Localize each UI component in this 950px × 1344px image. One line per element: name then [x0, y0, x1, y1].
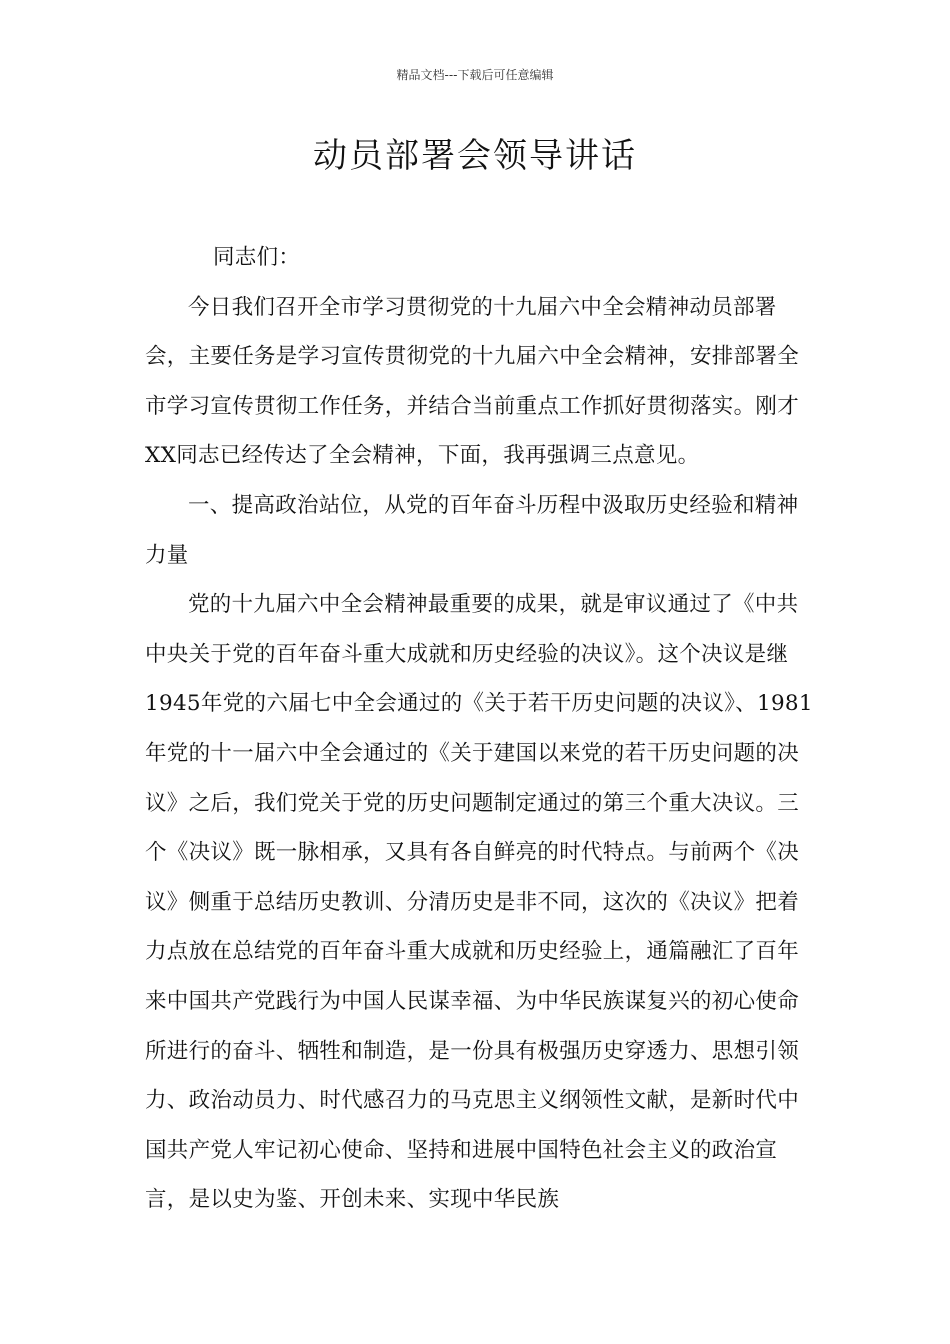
- document-title: 动员部署会领导讲话: [313, 136, 637, 176]
- paragraph-resolution: 党的十九届六中全会精神最重要的成果，就是审议通过了《中共中央关于党的百年奋斗重大成就和历史经验的决议》。这个决议是继1945年党的六届七中全会通过的《关于若干历史问题的决议》、1981年党的十一届六中全会通过的《关于建国以来党的若干历史问题的决议》之后，我们党关于党的历史问题制定通过的第三个重大决议。三个《决议》既一脉相承，又具有各自鲜亮的时代特点。与前两个《决议》侧重于总结历史教训、分清历史是非不同，这次的《决议》把着力点放在总结党的百年奋斗重大成就和历史经验上，通篇融汇了百年来中国共产党践行为中国人民谋幸福、为中华民族谋复兴的初心使命所进行的奋斗、牺牲和制造，是一份具有极强历史穿透力、思想引领力、政治动员力、时代感召力的马克思主义纲领性文献，是新时代中国共产党人牢记初心使命、坚持和进展中国特色社会主义的政治宣言，是以史为鉴、开创未来、实现中华民族: [145, 592, 813, 1213]
- section-heading-1: 一、提高政治站位，从党的百年奋斗历程中汲取历史经验和精神力量: [145, 492, 799, 568]
- paragraph-intro: 今日我们召开全市学习贯彻党的十九届六中全会精神动员部署会，主要任务是学习宣传贯彻党的十九届六中全会精神，安排部署全市学习宣传贯彻工作任务，并结合当前重点工作抓好贯彻落实。刚才XX同志已经传达了全会精神，下面，我再强调三点意见。: [145, 294, 800, 469]
- document-body: [145, 233, 815, 1225]
- page-header: 精品文档---下载后可任意编辑: [396, 68, 554, 82]
- greeting: 同志们：: [213, 245, 301, 270]
